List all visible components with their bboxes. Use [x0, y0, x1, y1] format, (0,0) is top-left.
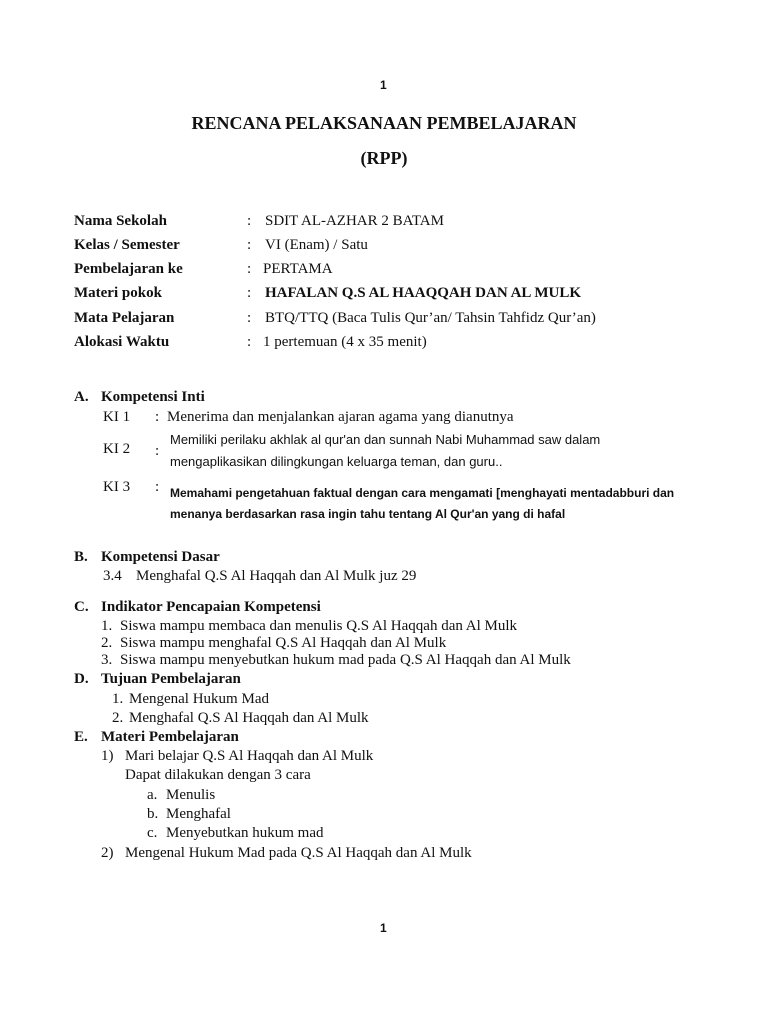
sublist-item: Menulis — [166, 787, 216, 803]
identity-colon: : — [247, 285, 252, 301]
identity-colon: : — [247, 261, 252, 277]
list-number: 3. — [101, 652, 113, 668]
section-heading: Kompetensi Inti — [101, 389, 205, 405]
ki-text: Memiliki perilaku akhlak al qur'an dan sunnah Nabi Muhammad saw dalam — [170, 432, 601, 447]
identity-colon: : — [247, 237, 252, 253]
section-marker: A. — [74, 389, 89, 405]
list-item: Siswa mampu membaca dan menulis Q.S Al Haqqah dan Al Mulk — [120, 618, 518, 634]
ki-text: Menerima dan menjalankan ajaran agama yang dianutnya — [167, 409, 514, 425]
list-item: Mengenal Hukum Mad — [129, 691, 269, 707]
list-number: 1) — [101, 748, 114, 764]
list-number: 3.4 — [103, 568, 122, 584]
list-item: Siswa mampu menghafal Q.S Al Haqqah dan Al Mulk — [120, 635, 447, 651]
identity-value: 1 pertemuan (4 x 35 menit) — [263, 334, 427, 350]
identity-colon: : — [247, 213, 252, 229]
list-item: Menghafal Q.S Al Haqqah dan Al Mulk juz 29 — [136, 568, 417, 584]
page-number-top: 1 — [380, 78, 387, 92]
section-marker: B. — [74, 549, 88, 565]
sublist-letter: b. — [147, 806, 159, 822]
ki-colon: : — [155, 409, 160, 425]
section-marker: E. — [74, 729, 88, 745]
ki-text: mengaplikasikan dilingkungan keluarga teman, dan guru.. — [170, 454, 503, 469]
ki-code: KI 2 — [103, 441, 131, 457]
sublist-item: Menyebutkan hukum mad — [166, 825, 324, 841]
ki-text: Memahami pengetahuan faktual dengan cara mengamati [menghayati mentadabburi dan — [170, 486, 675, 500]
ki-colon: : — [155, 443, 160, 459]
identity-value: VI (Enam) / Satu — [265, 237, 368, 253]
identity-label: Pembelajaran ke — [74, 261, 183, 277]
section-heading: Tujuan Pembelajaran — [101, 671, 241, 687]
identity-label: Alokasi Waktu — [74, 334, 170, 350]
document-subtitle: (RPP) — [360, 148, 408, 168]
list-number: 1. — [101, 618, 113, 634]
list-item: Mengenal Hukum Mad pada Q.S Al Haqqah dan Al Mulk — [125, 845, 472, 861]
section-heading: Indikator Pencapaian Kompetensi — [101, 599, 321, 615]
list-item: Menghafal Q.S Al Haqqah dan Al Mulk — [129, 710, 369, 726]
identity-value: HAFALAN Q.S AL HAAQQAH DAN AL MULK — [265, 285, 582, 301]
identity-label: Kelas / Semester — [74, 237, 180, 253]
identity-value: PERTAMA — [263, 261, 333, 277]
section-heading: Kompetensi Dasar — [101, 549, 220, 565]
identity-value: SDIT AL-AZHAR 2 BATAM — [265, 213, 444, 229]
section-marker: D. — [74, 671, 89, 687]
list-number: 2. — [112, 710, 124, 726]
identity-value: BTQ/TTQ (Baca Tulis Qur’an/ Tahsin Tahfidz Qur’an) — [265, 310, 596, 326]
sublist-item: Menghafal — [166, 806, 231, 822]
document-title: RENCANA PELAKSANAAN PEMBELAJARAN — [191, 113, 577, 133]
section-marker: C. — [74, 599, 89, 615]
list-number: 1. — [112, 691, 124, 707]
ki-text: menanya berdasarkan rasa ingin tahu tentang Al Qur'an yang di hafal — [170, 507, 566, 521]
ki-code: KI 3 — [103, 479, 131, 495]
ki-code: KI 1 — [103, 409, 131, 425]
identity-label: Materi pokok — [74, 285, 162, 301]
list-item: Mari belajar Q.S Al Haqqah dan Al Mulk — [125, 748, 374, 764]
identity-colon: : — [247, 310, 252, 326]
ki-colon: : — [155, 479, 160, 495]
list-number: 2) — [101, 845, 114, 861]
identity-label: Nama Sekolah — [74, 213, 167, 229]
sublist-letter: c. — [147, 825, 158, 841]
list-number: 2. — [101, 635, 113, 651]
identity-colon: : — [247, 334, 252, 350]
list-item: Siswa mampu menyebutkan hukum mad pada Q.S Al Haqqah dan Al Mulk — [120, 652, 571, 668]
list-note: Dapat dilakukan dengan 3 cara — [125, 767, 311, 783]
sublist-letter: a. — [147, 787, 158, 803]
identity-label: Mata Pelajaran — [74, 310, 175, 326]
page-number-bottom: 1 — [380, 921, 387, 935]
section-heading: Materi Pembelajaran — [101, 729, 239, 745]
